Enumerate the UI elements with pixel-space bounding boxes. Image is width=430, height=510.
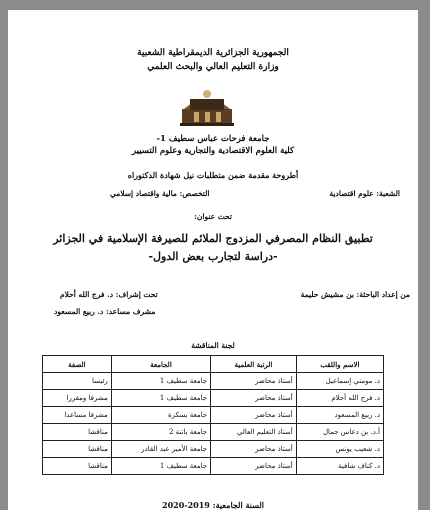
member-role: مناقشا (43, 441, 112, 458)
thesis-title (28, 230, 398, 266)
member-university: جامعة سطيف 1 (111, 458, 210, 475)
table-row (43, 390, 384, 407)
member-university: جامعة الأمير عبد القادر (111, 441, 210, 458)
committee-heading: لجنة المناقشة (191, 341, 235, 350)
col-rank: الرتبة العلمية (211, 356, 297, 373)
member-name: د. فرج الله أحلام (296, 390, 383, 407)
member-role: مناقشا (43, 424, 112, 441)
committee-header-row (43, 356, 384, 373)
thesis-intro: أطروحة مقدمة ضمن متطلبات نيل شهادة الدكتوراه (127, 170, 299, 180)
thesis-title-line2: -دراسة لتجارب بعض الدول- (148, 250, 278, 263)
university-name: جامعة فرحات عباس سطيف 1- (156, 134, 270, 144)
member-role: مناقشا (43, 458, 112, 475)
member-rank: أستاذ محاضر (211, 407, 297, 424)
branch-specialty-row (18, 189, 408, 201)
table-row (43, 458, 384, 475)
academic-year: السنة الجامعية: 2019-2020 (162, 500, 264, 510)
ministry-heading: وزارة التعليم العالي والبحث العلمي (147, 62, 279, 72)
branch-label: الشعبة: علوم اقتصادية (329, 189, 400, 198)
member-role: مشرفا ومقررا (43, 390, 112, 407)
col-role: الصفة (43, 356, 112, 373)
col-university: الجامعة (111, 356, 210, 373)
member-name: د. شعيب يونس (296, 441, 383, 458)
table-row (43, 407, 384, 424)
member-rank: أستاذ محاضر (211, 373, 297, 390)
table-row (43, 424, 384, 441)
specialty-label: التخصص: مالية واقتصاد إسلامي (110, 189, 210, 198)
committee-table (42, 355, 384, 475)
table-row (43, 441, 384, 458)
member-name: د. ربيع المسعود (296, 407, 383, 424)
thesis-title-line1: تطبيق النظام المصرفي المزدوج الملائم للصيرفة الإسلامية في الجزائر (53, 232, 373, 245)
university-logo (176, 83, 238, 133)
member-name: أ.د. بن دعاس جمال (296, 424, 383, 441)
member-rank: أستاذ محاضر (211, 390, 297, 407)
prepared-by: من إعداد الباحثة: بن مشيش حليمة (300, 290, 410, 299)
member-university: جامعة بسكرة (111, 407, 210, 424)
republic-heading: الجمهورية الجزائرية الديمقراطية الشعبية (137, 48, 289, 58)
under-title-label: تحت عنوان: (194, 212, 232, 221)
faculty-name: كلية العلوم الاقتصادية والتجارية وعلوم التسيير (131, 146, 295, 156)
member-role: مشرفا مساعدا (43, 407, 112, 424)
member-rank: أستاذ التعليم العالي (211, 424, 297, 441)
member-rank: أستاذ محاضر (211, 441, 297, 458)
member-rank: أستاذ محاضر (211, 458, 297, 475)
co-supervisor: مشرف مساعد: د. ربيع المسعود (54, 307, 156, 316)
col-name: الاسم واللقب (296, 356, 383, 373)
member-university: جامعة سطيف 1 (111, 390, 210, 407)
member-university: جامعة باتنة 2 (111, 424, 210, 441)
member-university: جامعة سطيف 1 (111, 373, 210, 390)
member-name: د. كناف شافية (296, 458, 383, 475)
thesis-cover-page (8, 10, 418, 510)
table-row (43, 373, 384, 390)
member-role: رئيسا (43, 373, 112, 390)
member-name: د. مومني إسماعيل (296, 373, 383, 390)
supervisor: تحت إشراف: د. فرج الله أحلام (60, 290, 158, 299)
